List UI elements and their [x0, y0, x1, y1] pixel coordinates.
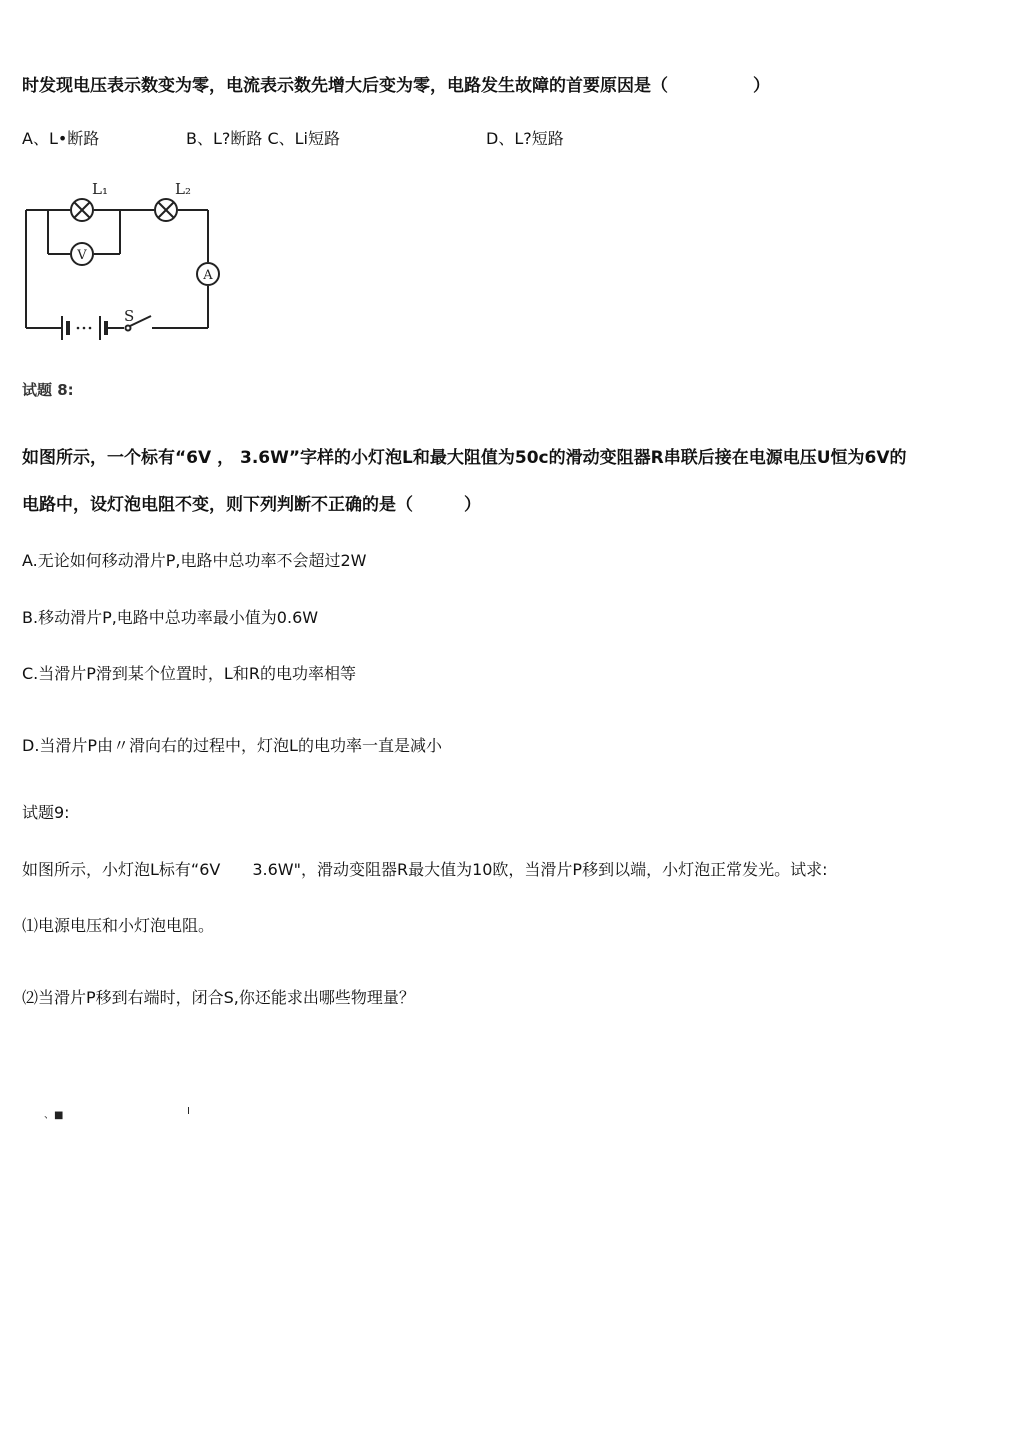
footer-mark-left: 、■ — [44, 1110, 64, 1121]
q9-stem: 如图所示，小灯泡L标有“6V 3.6W"，滑动变阻器R最大值为10欧，当滑片P移到以端，小灯泡正常发光。试求: — [22, 860, 828, 879]
q9-title: 试题9: — [22, 803, 70, 822]
battery-dots — [77, 327, 92, 330]
lamp-l2-label: L₂ — [175, 180, 191, 198]
q9-part-2: ⑵当滑片P移到右端时，闭合S,你还能求出哪些物理量？ — [22, 988, 415, 1007]
q8-stem-line1: 如图所示，一个标有“6V ， 3.6W”字样的小灯泡L和最大阻值为50c的滑动变阻器R串联后接在电源电压U恒为6V的 — [22, 448, 907, 468]
q8-option-b: B.移动滑片P,电路中总功率最小值为0.6W — [22, 608, 319, 627]
q8-option-a: A.无论如何移动滑片P,电路中总功率不会超过2W — [22, 551, 367, 570]
circuit-diagram — [18, 176, 228, 354]
lamp-l2-icon — [155, 199, 177, 221]
q7-option-b-c: B、L?断路 C、Li短路 — [186, 129, 341, 148]
switch-label: S — [124, 307, 135, 325]
q7-option-d: D、L?短路 — [486, 129, 564, 148]
ammeter-icon — [197, 263, 219, 285]
lamp-l1-icon — [71, 199, 93, 221]
q7-stem-tail: 时发现电压表示数变为零，电流表示数先增大后变为零，电路发生故障的首要原因是（ ） — [22, 76, 770, 96]
ammeter-label: A — [203, 268, 213, 283]
q9-part-1: ⑴电源电压和小灯泡电阻。 — [22, 916, 215, 935]
q8-option-c: C.当滑片P滑到某个位置时，L和R的电功率相等 — [22, 664, 356, 683]
footer-mark-right: I — [187, 1106, 190, 1117]
q8-stem-line2: 电路中，设灯泡电阻不变，则下列判断不正确的是（ ） — [22, 495, 481, 515]
q8-option-d: D.当滑片P由〃滑向右的过程中，灯泡L的电功率一直是减小 — [22, 736, 442, 755]
voltmeter-icon — [71, 243, 93, 265]
voltmeter-label: V — [77, 248, 87, 263]
q7-option-a: A、L•断路 — [22, 129, 100, 148]
q8-title: 试题 8: — [22, 381, 74, 399]
lamp-l1-label: L₁ — [92, 180, 108, 198]
